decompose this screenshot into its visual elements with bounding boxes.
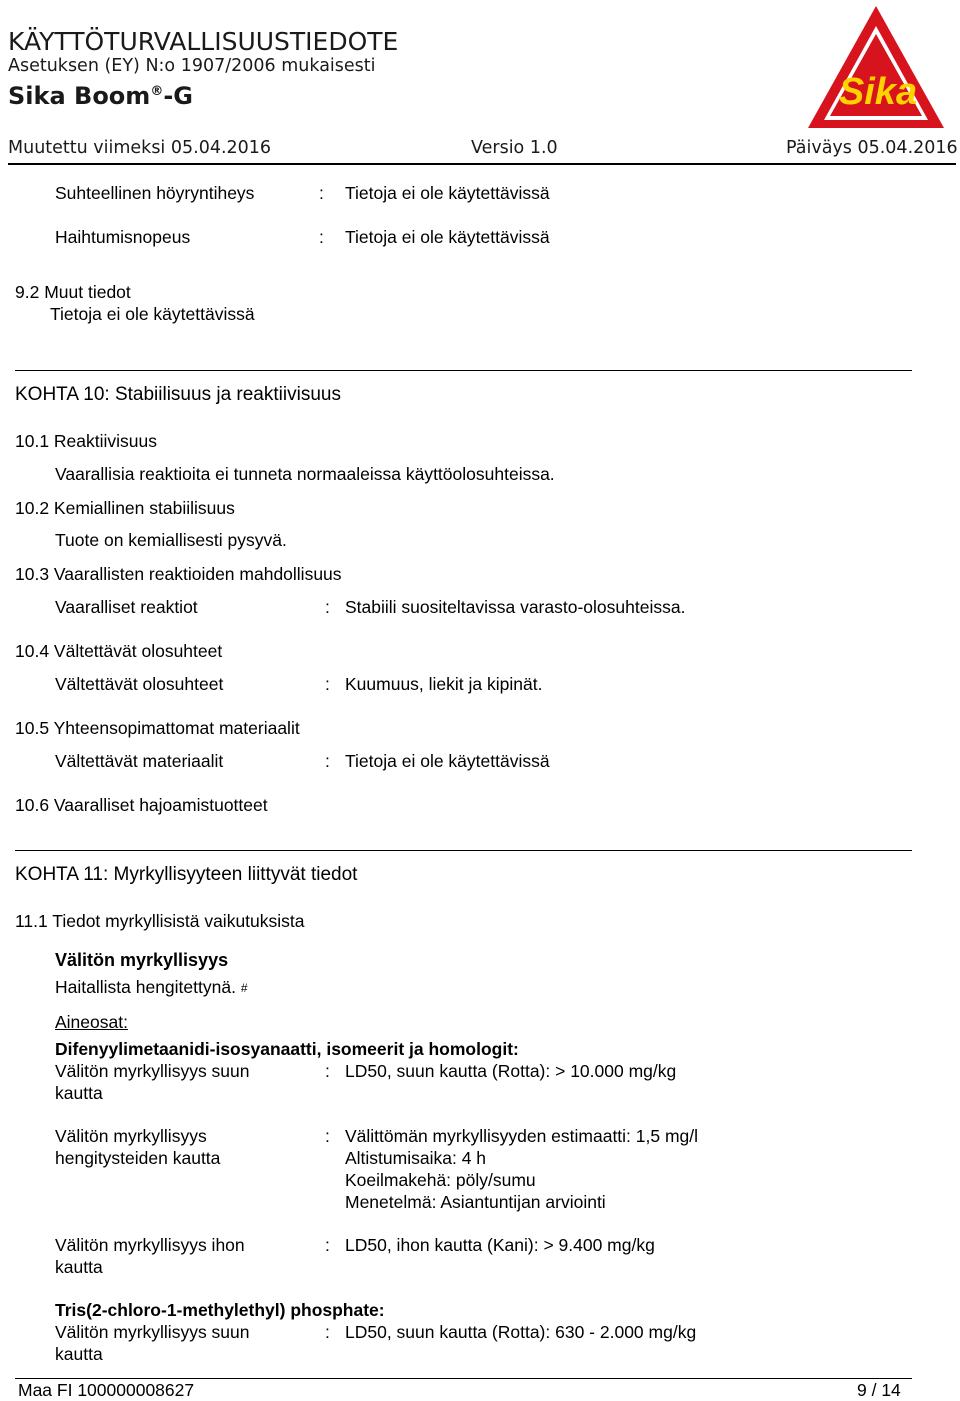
subsection-10-6-title: 10.6 Vaaralliset hajoamistuotteet (15, 795, 268, 815)
substance-2-name: Tris(2-chloro-1-methylethyl) phosphate: (55, 1300, 385, 1320)
colon: : (325, 751, 330, 771)
issue-date: Päiväys 05.04.2016 (786, 138, 958, 158)
subsection-9-2-title: 9.2 Muut tiedot (15, 282, 131, 302)
oral-toxicity-value: LD50, suun kautta (Rotta): 630 - 2.000 mg/kg (345, 1322, 697, 1342)
subsection-10-4-title: 10.4 Vältettävät olosuhteet (15, 641, 223, 661)
colon: : (325, 1322, 330, 1342)
regulation-subtitle: Asetuksen (EY) N:o 1907/2006 mukaisesti (8, 56, 376, 76)
inhalation-toxicity-label-cont: hengitysteiden kautta (55, 1148, 221, 1168)
subsection-10-1-title: 10.1 Reaktiivisuus (15, 431, 158, 451)
subsection-10-2-text: Tuote on kemiallisesti pysyvä. (55, 530, 287, 550)
section-11-title: KOHTA 11: Myrkyllisyyteen liittyvät tiedot (15, 864, 358, 885)
exposure-time: Altistumisaika: 4 h (345, 1148, 487, 1168)
test-atmosphere: Koeilmakehä: pöly/sumu (345, 1170, 536, 1190)
product-name (8, 82, 193, 110)
section-divider (15, 370, 912, 371)
inhalation-toxicity-label: Välitön myrkyllisyys (55, 1126, 207, 1146)
ingredients-label: Aineosat: (55, 1012, 128, 1032)
substance-1-name: Difenyylimetaanidi-isosyanaatti, isomeerit ja homologit: (55, 1039, 519, 1059)
colon: : (319, 183, 324, 203)
section-10-title: KOHTA 10: Stabiilisuus ja reaktiivisuus (15, 384, 341, 405)
colon: : (325, 597, 330, 617)
footer-country-code: Maa FI 100000008627 (18, 1380, 195, 1400)
evaporation-rate-value: Tietoja ei ole käytettävissä (345, 227, 550, 247)
colon: : (325, 1061, 330, 1081)
subsection-9-2-text: Tietoja ei ole käytettävissä (50, 304, 255, 324)
materials-to-avoid-label: Vältettävät materiaalit (55, 751, 224, 771)
section-divider (15, 850, 912, 851)
oral-toxicity-label-cont: kautta (55, 1344, 103, 1364)
document-title: KÄYTTÖTURVALLISUUSTIEDOTE (8, 27, 399, 56)
subsection-10-1-text: Vaarallisia reaktioita ei tunneta normaaleissa käyttöolosuhteissa. (55, 464, 555, 484)
vapour-density-label: Suhteellinen höyryntiheys (55, 183, 255, 203)
product-name-suffix: -G (163, 82, 193, 110)
subsection-10-5-title: 10.5 Yhteensopimattomat materiaalit (15, 718, 300, 738)
oral-toxicity-label-cont: kautta (55, 1083, 103, 1103)
hazardous-reactions-label: Vaaralliset reaktiot (55, 597, 198, 617)
subsection-10-2-title: 10.2 Kemiallinen stabiilisuus (15, 498, 235, 518)
dermal-toxicity-value: LD50, ihon kautta (Kani): > 9.400 mg/kg (345, 1235, 655, 1255)
header-divider (8, 163, 956, 165)
materials-to-avoid-value: Tietoja ei ole käytettävissä (345, 751, 550, 771)
logo-text: Sika (838, 71, 918, 113)
acute-toxicity-text (55, 977, 248, 998)
product-name-text: Sika Boom (8, 82, 151, 110)
sika-logo (806, 4, 946, 130)
vapour-density-value: Tietoja ei ole käytettävissä (345, 183, 550, 203)
method: Menetelmä: Asiantuntijan arviointi (345, 1192, 606, 1212)
evaporation-rate-label: Haihtumisnopeus (55, 227, 191, 247)
footer-divider (15, 1378, 912, 1379)
subsection-11-1-title: 11.1 Tiedot myrkyllisistä vaikutuksista (15, 911, 305, 931)
colon: : (325, 1235, 330, 1255)
hash-icon: # (240, 981, 248, 995)
oral-toxicity-label: Välitön myrkyllisyys suun (55, 1061, 250, 1081)
modified-date: Muutettu viimeksi 05.04.2016 (8, 138, 272, 158)
acute-toxicity-heading: Välitön myrkyllisyys (55, 950, 229, 970)
oral-toxicity-label: Välitön myrkyllisyys suun (55, 1322, 250, 1342)
dermal-toxicity-label: Välitön myrkyllisyys ihon (55, 1235, 245, 1255)
subsection-10-3-title: 10.3 Vaarallisten reaktioiden mahdollisuus (15, 564, 342, 584)
conditions-to-avoid-label: Vältettävät olosuhteet (55, 674, 224, 694)
acute-toxicity-statement: Haitallista hengitettynä. (55, 977, 236, 997)
oral-toxicity-value: LD50, suun kautta (Rotta): > 10.000 mg/kg (345, 1061, 677, 1081)
hazardous-reactions-value: Stabiili suositeltavissa varasto-olosuhteissa. (345, 597, 686, 617)
colon: : (319, 227, 324, 247)
page-number: 9 / 14 (857, 1380, 901, 1400)
colon: : (325, 1126, 330, 1146)
version: Versio 1.0 (471, 138, 558, 158)
registered-mark: ® (150, 84, 164, 99)
conditions-to-avoid-value: Kuumuus, liekit ja kipinät. (345, 674, 543, 694)
inhalation-toxicity-value: Välittömän myrkyllisyyden estimaatti: 1,5 mg/l (345, 1126, 699, 1146)
colon: : (325, 674, 330, 694)
dermal-toxicity-label-cont: kautta (55, 1257, 103, 1277)
